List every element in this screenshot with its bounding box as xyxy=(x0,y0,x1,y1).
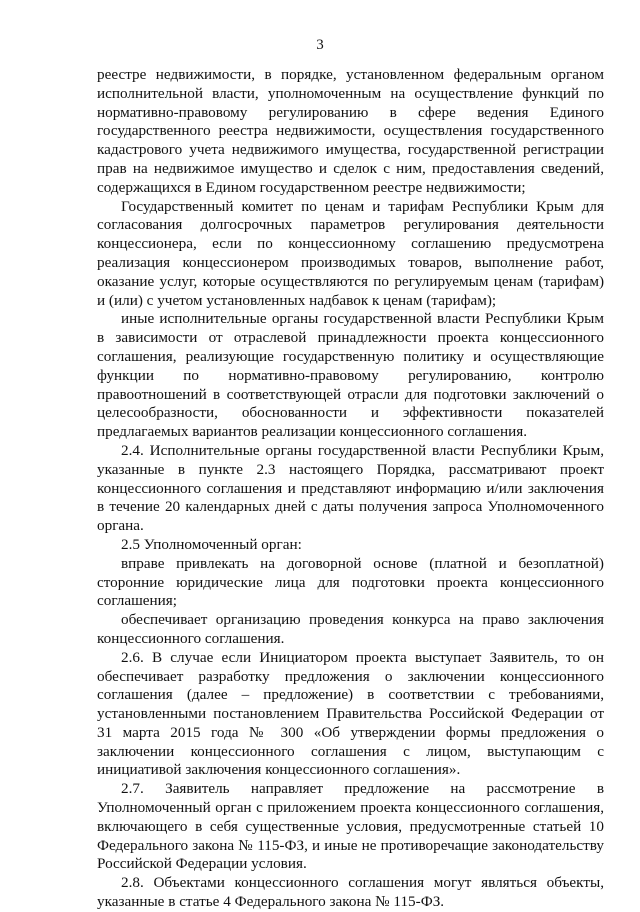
page-number: 3 xyxy=(316,37,324,53)
paragraph: 2.8. Объектами концессионного соглашения могут являться объекты, указанные в статье 4 Федерального закона № 115-ФЗ. xyxy=(97,874,604,911)
document-body xyxy=(97,66,604,912)
paragraph: 2.5 Уполномоченный орган: xyxy=(121,535,302,553)
paragraph: иные исполнительные органы государственной власти Республики Крым в зависимости от отраслевой принадлежности проекта концессионного соглашения, реализующие государственную политику и осуществляющие функции по нормативно-правовому регулированию, контролю правоотношений в соответствующей отрасли для подготовки заключений о целесообразности, обоснованности и эффективности показателей предлагаемых вариантов реализации концессионного соглашения. xyxy=(97,310,604,441)
paragraph: 2.4. Исполнительные органы государственной власти Республики Крым, указанные в пункте 2.3 настоящего Порядка, рассматривают проект концессионного соглашения и представляют информацию и/или заключения в течение 20 календарных дней с даты получения запроса Уполномоченного органа. xyxy=(97,441,604,535)
paragraph: Государственный комитет по ценам и тарифам Республики Крым для согласования долгосрочных параметров регулирования деятельности концессионера, если по концессионному соглашению предусмотрена реализация концессионером производимых товаров, выполнение работ, оказание услуг, которые осуществляются по регулируемым ценам (тарифам) и (или) с учетом установленных надбавок к ценам (тарифам); xyxy=(97,197,604,309)
paragraph: реестре недвижимости, в порядке, установленном федеральным органом исполнительной власти, уполномоченным на осуществление функций по нормативно-правовому регулированию в сфере ведения Единого государственного реестра недвижимости, осуществления государственного кадастрового учета недвижимого имущества, государственной регистрации прав на недвижимое имущество и сделок с ним, предоставления сведений, содержащихся в Едином государственном реестре недвижимости; xyxy=(97,66,604,196)
paragraph: 2.6. В случае если Инициатором проекта выступает Заявитель, то он обеспечивает разработку предложения о заключении концессионного соглашения (далее – предложение) в соответствии с требованиями, установленными постановлением Правительства Российской Федерации от 31 марта 2015 года № 300 «Об утверждении формы предложения о заключении концессионного соглашения с лицом, выступающим с инициативой заключения концессионного соглашения». xyxy=(97,648,604,779)
paragraph: вправе привлекать на договорной основе (платной и безоплатной) сторонние юридические лица для подготовки проекта концессионного соглашения; xyxy=(97,554,604,610)
paragraph: обеспечивает организацию проведения конкурса на право заключения концессионного соглашения. xyxy=(97,611,604,647)
paragraph: 2.7. Заявитель направляет предложение на рассмотрение в Уполномоченный орган с приложением проекта концессионного соглашения, включающего в себя существенные условия, предусмотренные статьей 10 Федерального закона № 115-ФЗ, и иные не противоречащие законодательству Российской Федерации условия. xyxy=(97,780,604,873)
